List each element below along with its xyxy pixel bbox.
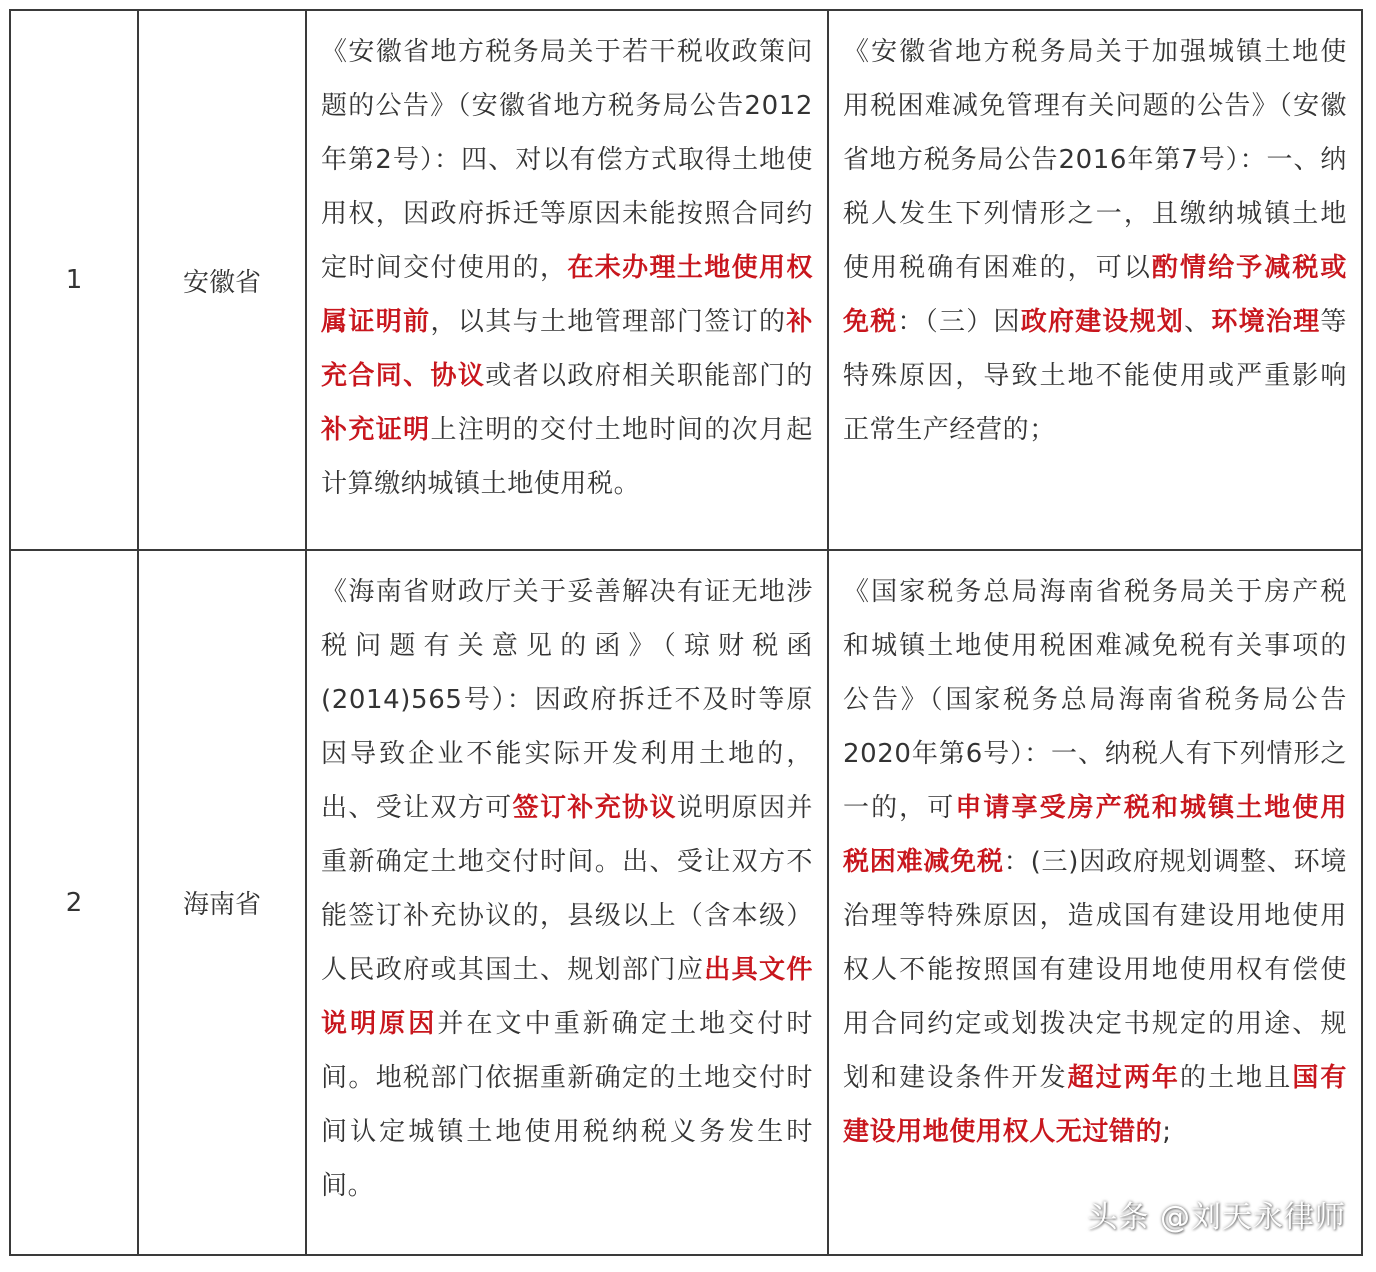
- highlighted-text: 在未办理土地使用权属证明前: [321, 253, 813, 337]
- body-text: 、: [1184, 307, 1212, 337]
- table-row: [10, 550, 1362, 1255]
- highlighted-text: 政府建设规划: [1020, 307, 1185, 337]
- highlighted-text: 补充证明: [321, 415, 431, 445]
- highlighted-text: 签订补充协议: [512, 793, 677, 823]
- policy-text-cell: [306, 10, 828, 550]
- body-text: 《安徽省地方税务局关于若干税收政策问题的公告》（安徽省地方税务局公告2012年第2号）：四、对以有偿方式取得土地使用权，因政府拆迁等原因未能按照合同约定时间交付使用的，: [321, 37, 813, 283]
- highlighted-text: 超过两年: [1067, 1063, 1180, 1093]
- highlighted-text: 国有建设用地使用权人无过错的: [843, 1063, 1347, 1147]
- body-text: 或者以政府相关职能部门的: [485, 361, 813, 391]
- body-text: 上注明的交付土地时间的次月起计算缴纳城镇土地使用税。: [321, 415, 814, 499]
- body-text: ，以其与土地管理部门签订的: [430, 307, 787, 337]
- province-cell: 安徽省: [138, 10, 306, 550]
- highlighted-text: 申请享受房产税和城镇土地使用税困难减免税: [843, 793, 1347, 877]
- body-text: ;: [1162, 1117, 1172, 1147]
- body-text: 《国家税务总局海南省税务局关于房产税和城镇土地使用税困难减免税有关事项的公告》（国家税务总局海南省税务局公告2020年第6号）：一、纳税人有下列情形之一的，可: [843, 577, 1347, 823]
- body-text: 等特殊原因，导致土地不能使用或严重影响正常生产经营的；: [843, 307, 1347, 445]
- policy-text-cell: [306, 550, 828, 1255]
- highlighted-text: 出具文件说明原因: [321, 955, 813, 1039]
- policy-text-cell: [828, 10, 1362, 550]
- highlighted-text: 酌情给予减税或免税: [843, 253, 1347, 337]
- body-text: 的土地且: [1179, 1063, 1293, 1093]
- highlighted-text: 环境治理: [1211, 307, 1321, 337]
- body-text: 《安徽省地方税务局关于加强城镇土地使用税困难减免管理有关问题的公告》（安徽省地方税务局公告2016年第7号）：一、纳税人发生下列情形之一，且缴纳城镇土地使用税确有困难的，可以: [843, 37, 1347, 283]
- highlighted-text: 补充合同、协议: [321, 307, 813, 391]
- province-cell: 海南省: [138, 550, 306, 1255]
- body-text: 说明原因并重新确定土地交付时间。出、受让双方不能签订补充协议的，县级以上（含本级）人民政府或其国土、规划部门应: [321, 793, 813, 985]
- row-number: 1: [10, 10, 138, 550]
- policy-table: [9, 9, 1363, 1256]
- table-row: [10, 10, 1362, 550]
- body-text: 《海南省财政厅关于妥善解决有证无地涉税问题有关意见的函》（琼财税函(2014)565号）：因政府拆迁不及时等原因导致企业不能实际开发利用土地的，出、受让双方可: [321, 577, 813, 823]
- row-number: 2: [10, 550, 138, 1255]
- body-text: ：(三)因政府规划调整、环境治理等特殊原因，造成国有建设用地使用权人不能按照国有建设用地使用权有偿使用合同约定或划拨决定书规定的用途、规划和建设条件开发: [843, 847, 1348, 1093]
- watermark-label: 头条 @刘天永律师: [1087, 1200, 1346, 1235]
- body-text: 并在文中重新确定土地交付时间。地税部门依据重新确定的土地交付时间认定城镇土地使用税纳税义务发生时间。: [321, 1009, 813, 1201]
- policy-text-cell: [828, 550, 1362, 1255]
- body-text: ：（三）因: [897, 307, 1021, 337]
